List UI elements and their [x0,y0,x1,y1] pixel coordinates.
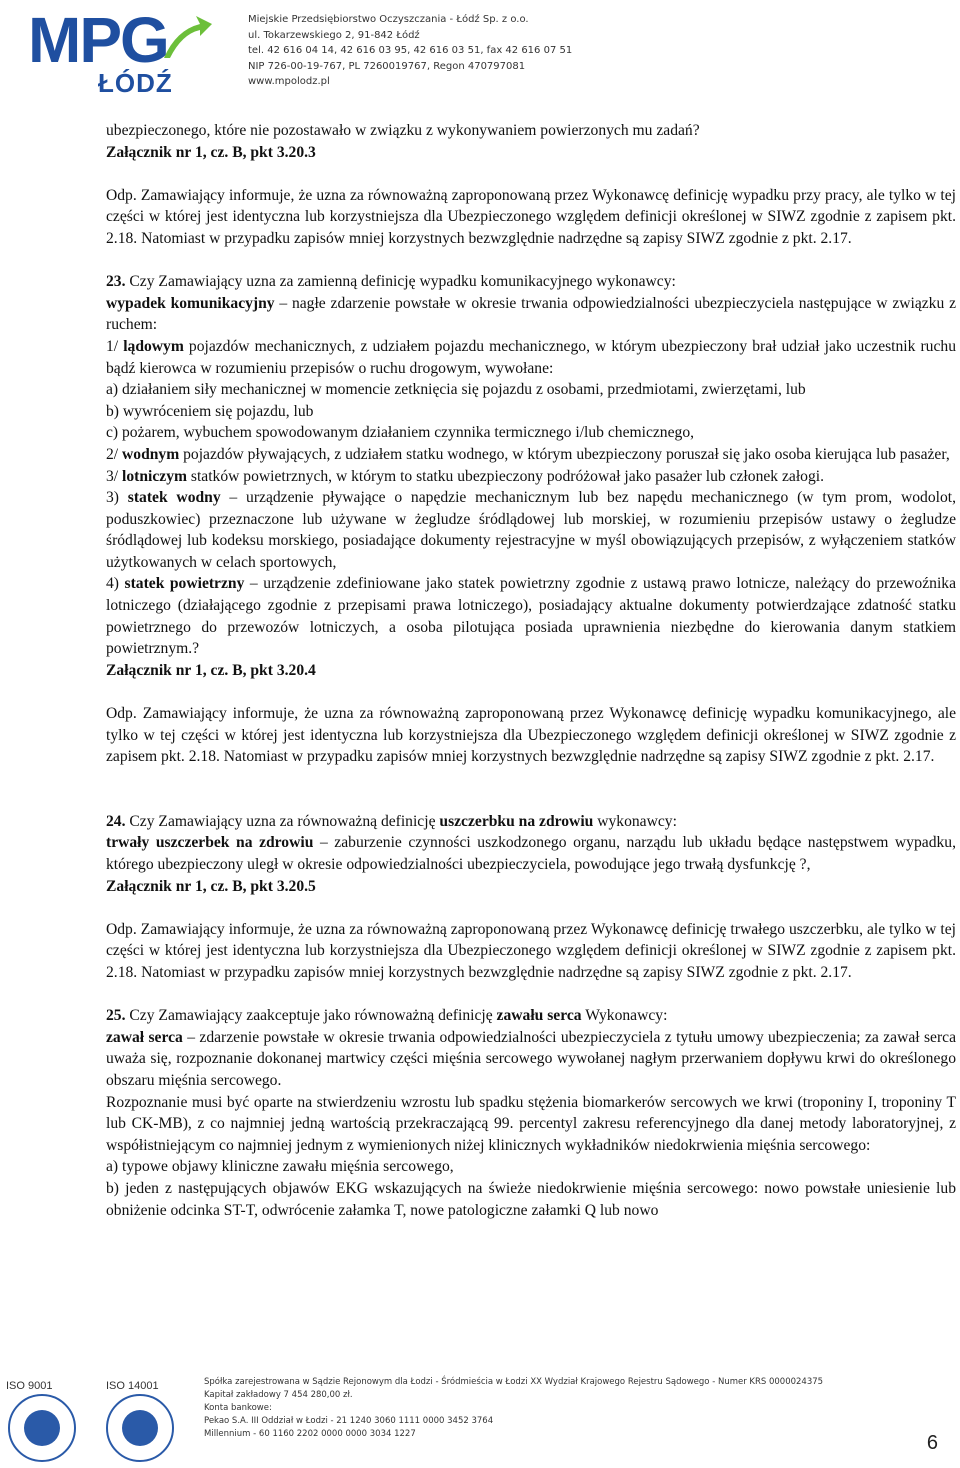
list-item: b) jeden z następujących objawów EKG wskazujących na świeże niedokrwienie mięśnia sercowego: nowo powstałe uniesienie lub obniżenie odcinka ST-T, odwrócenie załamka T, nowe patologiczne załamki Q lub nowo [106,1179,956,1219]
logo-lodz-text: ŁÓDŹ [98,68,173,98]
arrow-icon [156,10,216,70]
list-item: 4) statek powietrzny – urządzenie zdefiniowane jako statek powietrzny zgodnie z ustawą prawo lotnicze, należący do przewoźnika lotniczego (działającego zgodnie z przepisami prawa lotniczego), posiadający aktualne dokumenty potwierdzające zdatność statku powietrznego do przewozów lotniczych, a osoba pilotująca posiada uprawnienia niezbędne do kierowania danym statkiem powietrznym.? [106,575,956,658]
company-name: Miejskie Przedsiębiorstwo Oczyszczania - Łódź Sp. z o.o. [248,14,529,25]
logo-mpg-text: MPG [28,4,168,76]
paragraph: Rozpoznanie musi być oparte na stwierdzeniu wzrostu lub spadku stężenia biomarkerów sercowych we krwi (troponiny I, troponiny T lub CK-MB), z co najmniej jedną wartością przekraczającą 99. percentyl zakresu referencyjnego dla danej metody laboratoryjnej, z współistniejącym co najmniej jednym z wymienionych niżej klinicznych wykładników niedokrwienia mięśnia sercowego: [106,1093,956,1154]
registration-info: Spółka zarejestrowana w Sądzie Rejonowym dla Łodzi - Śródmieścia w Łodzi XX Wydział Krajowego Rejestru Sądowego - Numer KRS 0000024375 Kapitał zakładowy 7 454 280,00 zł. Konta bankowe: Pekao S.A. III Oddział w Łodzi - 21 1240 3060 1111 0000 3452 3764 Millennium - 60 1160 2202 0000 0000 3034 1227 [204,1377,824,1439]
letterhead [0,0,960,110]
list-item: a) typowe objawy kliniczne zawału mięśnia sercowego, [106,1158,454,1176]
list-item: 1/ lądowym pojazdów mechanicznych, z udziałem pojazdu mechanicznego, w którym ubezpieczony brał udział jako uczestnik ruchu bądź kierowca w rozumieniu przepisów o ruchu drogowym, wywołane: [106,337,956,377]
answer-paragraph: Odp. Zamawiający informuje, że uzna za równoważną zaproponowaną przez Wykonawcę definicję trwałego uszczerbku, ale tylko w tej części w której jest identyczna lub korzystniejsza dla Ubezpieczonego względem definicji określonej w SIWZ zgodnie z zapisem pkt. 2.18. Natomiast w przypadku zapisów mniej korzystnych bezwzględnie nadrzędne są zapisy SIWZ zgodnie z pkt. 2.17. [106,920,956,981]
page-number: 6 [926,1432,938,1454]
list-item: c) pożarem, wybuchem spowodowanym działaniem czynnika termicznego i/lub chemicznego, [106,424,695,442]
list-item: 3/ lotniczym statków powietrznych, w którym to statku ubezpieczony podróżował jako pasażer lub członek załogi. [106,467,824,485]
question-23: 23. Czy Zamawiający uzna za zamienną definicję wypadku komunikacyjnego wykonawcy: [106,273,676,291]
paragraph: ubezpieczonego, które nie pozostawało w związku z wykonywaniem powierzonych mu zadań? [106,122,700,139]
mpg-logo [28,4,228,100]
question-number: 23. [106,273,126,291]
company-website[interactable]: www.mpolodz.pl [248,76,330,87]
definition: zawał serca – zdarzenie powstałe w okresie trwania odpowiedzialności ubezpieczyciela z tytułu umowy ubezpieczenia; za zawał serca uważa się, rozpoznanie dokonanej martwicy części mięśnia sercowego wywołanej nagłym przerwaniem dopływu krwi do określonego obszaru mięśnia sercowego. [106,1028,957,1089]
company-info [248,12,572,90]
list-item: 2/ wodnym pojazdów pływających, z udziałem statku wodnego, w którym ubezpieczony poruszał się jako osoba kierująca lub pasażer, [106,445,950,463]
iso-14001-label: ISO 14001 [106,1380,159,1392]
page-footer [0,1372,960,1468]
defined-term: wypadek komunikacyjny [106,294,275,312]
question-24: 24. Czy Zamawiający uzna za równoważną definicję uszczerbku na zdrowiu wykonawcy: [106,812,677,830]
list-item: b) wywróceniem się pojazdu, lub [106,402,314,420]
chamber-seal-icon [106,1394,174,1462]
list-item: a) działaniem siły mechanicznej w momencie zetknięcia się pojazdu z osobami, przedmiotami, zwierzętami, lub [106,381,806,399]
answer-paragraph: Odp. Zamawiający informuje, że uzna za równoważną zaproponowaną przez Wykonawcę definicję wypadku komunikacyjnego, ale tylko w tej części w której jest identyczna lub korzystniejsza dla Ubezpieczonego względem definicji określonej w SIWZ zgodnie z zapisem pkt. 2.18. Natomiast w przypadku zapisów mniej korzystnych bezwzględnie nadrzędne są zapisy SIWZ zgodnie z pkt. 2.17. [106,705,956,766]
attachment-reference: Załącznik nr 1, cz. B, pkt 3.20.3 [106,143,316,161]
answer-paragraph: Odp. Zamawiający informuje, że uzna za równoważną zaproponowaną przez Wykonawcę definicję wypadku przy pracy, ale tylko w tej części w której jest identyczna lub korzystniejsza dla Ubezpieczonego względem definicji określonej w SIWZ zgodnie z zapisem pkt. 2.18. Natomiast w przypadku zapisów mniej korzystnych bezwzględnie nadrzędne są zapisy SIWZ zgodnie z pkt. 2.17. [106,186,956,247]
chamber-seal-icon [8,1394,76,1462]
definition: trwały uszczerbek na zdrowiu – zaburzenie czynności uszkodzonego organu, narządu lub układu będące następstwem wypadku, którego ubezpieczony uległ w okresie odpowiedzialności ubezpieczyciela, powodujące jego trwałą dysfunkcję ?, [106,834,956,873]
definition: wypadek komunikacyjny – nagłe zdarzenie powstałe w okresie trwania odpowiedzialności ubezpieczyciela następujące w związku z ruchem: [106,294,956,334]
company-address: ul. Tokarzewskiego 2, 91-842 Łódź [248,29,420,41]
list-item: 3) statek wodny – urządzenie pływające o napędzie mechanicznym lub bez napędu mechanicznego (w tym prom, wodolot, poduszkowiec) przeznaczone lub używane w żegludze śródlądowej lub morskiej, w rozumieniu przepisów ustawy o żegludze śródlądowej lub kodeksu morskiego, posiadające dokumenty rejestracyjne w myśl obowiązujących przepisów, z wyłączeniem statków użytkowanych w celach sportowych, [106,489,956,571]
iso-9001-label: ISO 9001 [6,1380,53,1392]
attachment-reference: Załącznik nr 1, cz. B, pkt 3.20.4 [106,661,316,679]
company-phone: tel. 42 616 04 14, 42 616 03 95, 42 616 03 51, fax 42 616 07 51 [248,45,573,56]
document-body [106,120,956,1221]
question-25: 25. Czy Zamawiający zaakceptuje jako równoważną definicję zawału serca Wykonawcy: [106,1007,668,1025]
attachment-reference: Załącznik nr 1, cz. B, pkt 3.20.5 [106,877,316,895]
company-nip: NIP 726-00-19-767, PL 7260019767, Regon 470797081 [248,60,526,72]
